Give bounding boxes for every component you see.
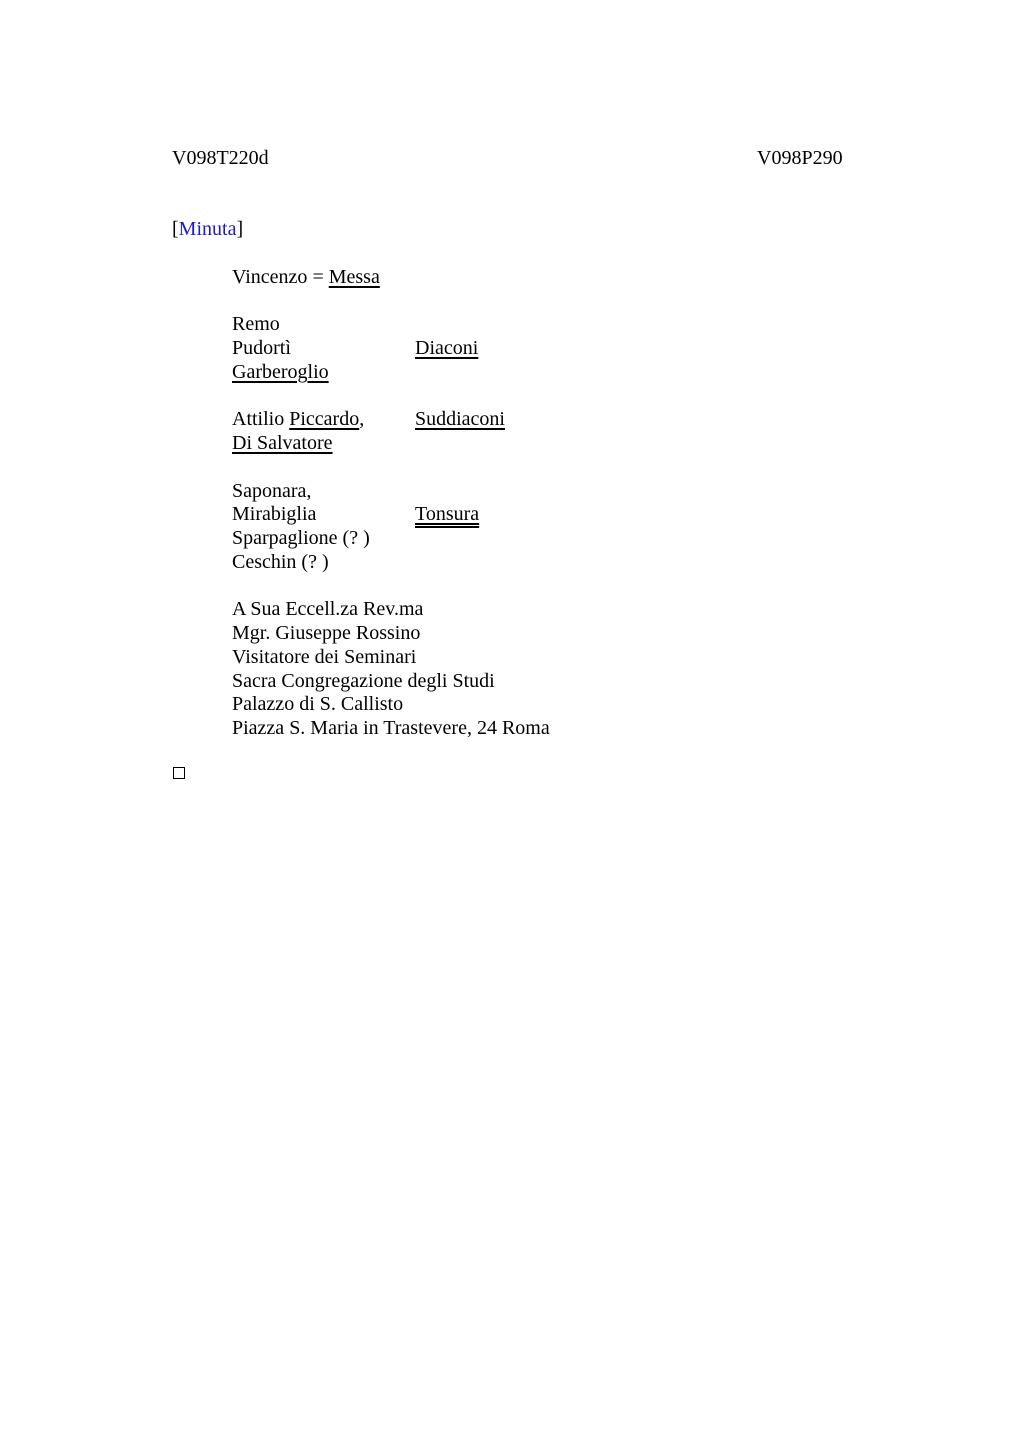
document-code-left: V098T220d	[172, 147, 269, 169]
minuta-link[interactable]: Minuta	[178, 218, 237, 240]
tonsura-role: Tonsura	[415, 503, 480, 525]
messa-name: Vincenzo	[232, 266, 308, 288]
tonsura-name-2: Mirabiglia	[232, 503, 317, 525]
diaconi-role: Diaconi	[415, 337, 479, 359]
address-line: Palazzo di S. Callisto	[232, 693, 404, 715]
diaconi-name-1: Remo	[232, 313, 280, 335]
suddiaconi-role: Suddiaconi	[415, 408, 505, 430]
suddiaconi-comma: ,	[359, 408, 365, 430]
square-outline-icon	[173, 767, 185, 779]
address-line: A Sua Eccell.za Rev.ma	[232, 598, 424, 620]
document-code-right: V098P290	[757, 147, 843, 169]
suddiaconi-name-1	[232, 407, 364, 431]
tonsura-name-4: Ceschin (? )	[232, 551, 329, 573]
address-line: Visitatore dei Seminari	[232, 646, 417, 668]
diaconi-name-2: Pudortì	[232, 337, 291, 359]
minuta-heading	[172, 217, 243, 241]
address-line: Piazza S. Maria in Trastevere, 24 Roma	[232, 717, 550, 739]
messa-line	[232, 265, 380, 289]
suddiaconi-name-2: Di Salvatore	[232, 432, 333, 454]
open-bracket: [	[172, 218, 179, 240]
messa-separator: =	[307, 266, 329, 288]
diaconi-name-3: Garberoglio	[232, 361, 329, 383]
suddiaconi-given-name: Attilio	[232, 408, 285, 430]
messa-role: Messa	[328, 266, 380, 288]
tonsura-name-1: Saponara,	[232, 480, 312, 502]
tonsura-name-3: Sparpaglione (? )	[232, 527, 370, 549]
address-line: Sacra Congregazione degli Studi	[232, 670, 495, 692]
address-line: Mgr. Giuseppe Rossino	[232, 622, 421, 644]
suddiaconi-surname: Piccardo	[289, 408, 360, 430]
close-bracket: ]	[236, 218, 244, 240]
